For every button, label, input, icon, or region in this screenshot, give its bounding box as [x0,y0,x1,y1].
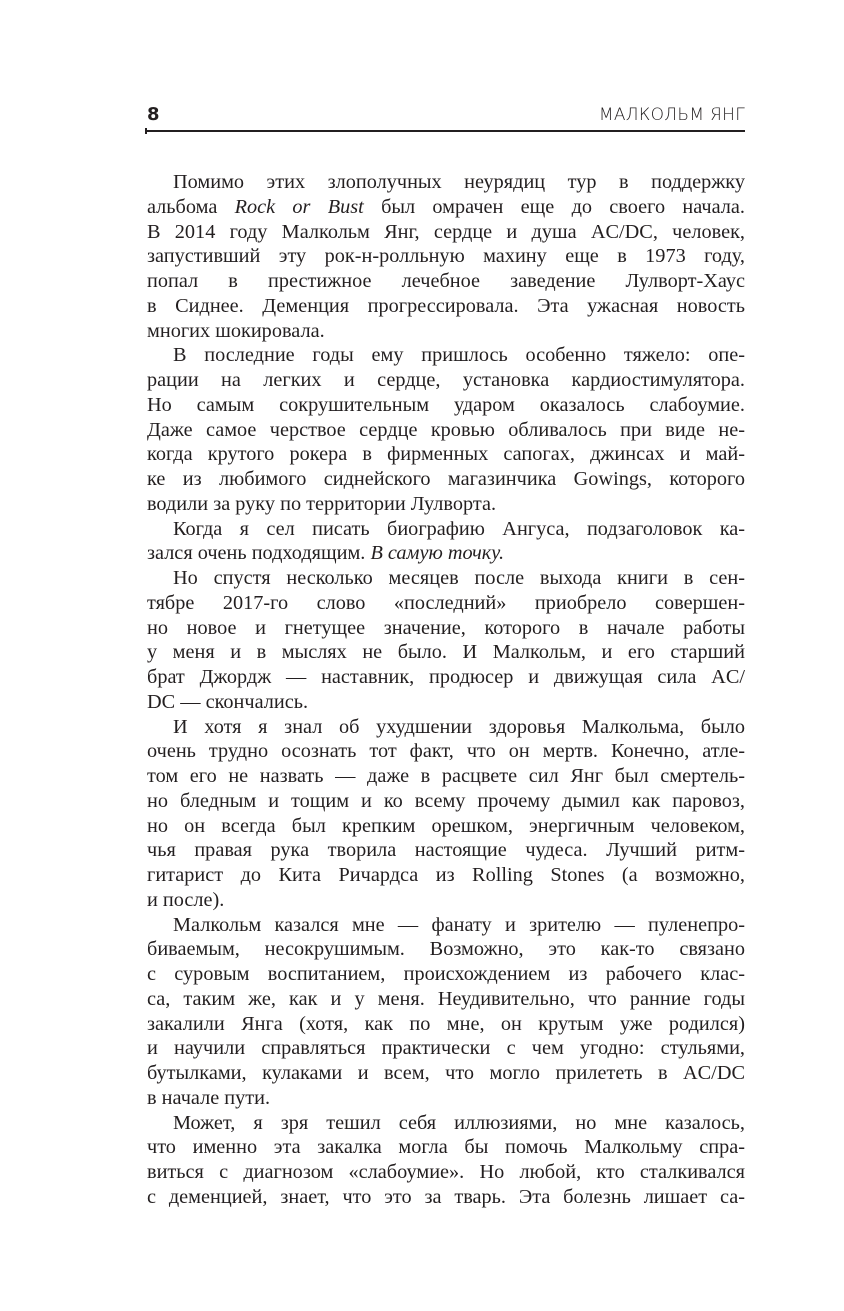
text-line [147,393,745,418]
text-line [147,566,745,591]
text-segment: Помимо этих злополучных неурядиц тур в поддержку [173,171,745,193]
paragraph [147,566,745,715]
text-segment: с суровым воспитанием, происхождением из рабочего клас- [147,963,745,985]
text-line [147,764,745,789]
page-number: 8 [147,104,160,125]
text-line [147,220,745,245]
text-segment: брат Джордж — наставник, продюсер и движущая сила AC/ [147,666,745,688]
text-line [147,517,745,542]
paragraph [147,517,745,567]
text-segment: у меня и в мыслях не было. И Малкольм, и его старший [147,641,745,664]
paragraph [147,343,745,516]
text-segment: но новое и гнетущее значение, которого в начале работы [147,616,745,639]
paragraph [147,715,745,913]
text-segment: DC — скончались. [147,690,309,713]
text-line [147,467,745,492]
text-line [147,294,745,319]
text-segment: альбома [147,195,235,218]
text-line [147,888,745,913]
text-segment: ке из любимого сиднейского магазинчика Gowings, которого [147,468,745,490]
text-segment: когда крутого рокера в фирменных сапогах, джинсах и май- [147,443,745,466]
text-line [147,541,745,566]
text-segment: виться с диагнозом «слабоумие». Но любой, кто сталкивался [147,1161,745,1183]
text-segment: закалили Янга (хотя, как по мне, он крутым уже родился) [147,1012,745,1035]
text-segment: в начале пути. [147,1086,271,1109]
text-segment: но он всегда был крепким орешком, энергичным человеком, [147,814,745,837]
text-line [147,715,745,740]
text-segment: том его не назвать — даже в расцвете сил Янг был смертель- [147,765,745,787]
text-segment: попал в престижное лечебное заведение Лулворт-Хаус [147,270,745,292]
italic-title: В самую точку. [370,542,505,565]
text-line [147,1160,745,1185]
text-line [147,987,745,1012]
text-line [147,1111,745,1136]
text-line [147,1036,745,1061]
text-segment: В 2014 году Малкольм Янг, сердце и душа AC/DC, человек, [147,220,745,243]
text-line [147,814,745,839]
text-line [147,1185,745,1210]
text-segment: запустивший эту рок-н-ролльную махину еще в 1973 году, [147,245,745,268]
text-segment: рации на легких и сердце, установка кардиостимулятора. [147,369,745,391]
text-line [147,739,745,764]
text-line [147,269,745,294]
text-line [147,170,745,195]
text-segment: Но самым сокрушительным ударом оказалось слабоумие. [147,393,745,416]
text-line [147,343,745,368]
text-segment: гитарист до Кита Ричардса из Rolling Stones (а возможно, [147,864,745,886]
text-segment: Но спустя несколько месяцев после выхода книги в сен- [173,567,745,589]
text-segment: биваемым, несокрушимым. Возможно, это как-то связано [147,938,745,961]
text-line [147,492,745,517]
text-segment: Может, я зря тешил себя иллюзиями, но мне казалось, [173,1111,745,1134]
text-line [147,863,745,888]
text-line [147,319,745,344]
text-line [147,962,745,987]
text-line [147,244,745,269]
text-segment: в Сиднее. Деменция прогрессировала. Эта ужасная новость [147,294,745,317]
body-text [147,170,745,1210]
text-line [147,640,745,665]
text-segment: зался очень подходящим. [147,542,371,565]
text-segment: тябре 2017-го слово «последний» приобрело совершен- [147,591,745,614]
paragraph [147,913,745,1111]
text-segment: чья правая рука творила настоящие чудеса. Лучший ритм- [147,839,745,862]
text-line [147,690,745,715]
text-line [147,789,745,814]
text-line [147,1135,745,1160]
paragraph [147,170,745,343]
text-line [147,442,745,467]
text-segment: бутылками, кулаками и всем, что могло прилететь в AC/DC [147,1062,745,1084]
text-segment: очень трудно осознать тот факт, что он мертв. Конечно, атле- [147,740,745,763]
text-line [147,616,745,641]
text-segment: Даже самое черствое сердце кровью обливалось при виде не- [147,418,745,441]
text-line [147,937,745,962]
text-segment: водили за руку по территории Лулворта. [147,492,497,515]
text-segment: И хотя я знал об ухудшении здоровья Малкольма, было [173,715,745,738]
text-segment: В последние годы ему пришлось особенно тяжело: опе- [173,344,745,367]
running-title: МАЛКОЛЬМ ЯНГ [598,105,745,125]
text-segment: был омрачен еще до своего начала. [363,195,745,218]
text-line [147,1061,745,1086]
text-segment: Малкольм казался мне — фанату и зрителю — пуленепро- [173,913,745,936]
text-segment: многих шокировала. [147,319,325,342]
running-header [147,104,745,132]
text-segment: и научили справляться практически с чем угодно: стульями, [147,1037,745,1060]
text-segment: но бледным и тощим и ко всему прочему дымил как паровоз, [147,789,745,812]
header-rule-tick [145,128,147,134]
text-line [147,838,745,863]
text-segment: Когда я сел писать биографию Ангуса, подзаголовок ка- [173,517,745,540]
italic-title: Rock or Bust [234,195,364,218]
text-segment: с деменцией, знает, что это за тварь. Эта болезнь лишает са- [147,1185,745,1208]
text-segment: и после). [147,888,225,911]
text-line [147,1012,745,1037]
text-line [147,913,745,938]
paragraph [147,1111,745,1210]
text-line [147,591,745,616]
text-line [147,1086,745,1111]
text-line [147,195,745,220]
text-line [147,418,745,443]
text-line [147,368,745,393]
text-segment: са, таким же, как и у меня. Неудивительно, что ранние годы [147,987,745,1010]
text-line [147,665,745,690]
text-segment: что именно эта закалка могла бы помочь Малкольму спра- [147,1136,745,1159]
